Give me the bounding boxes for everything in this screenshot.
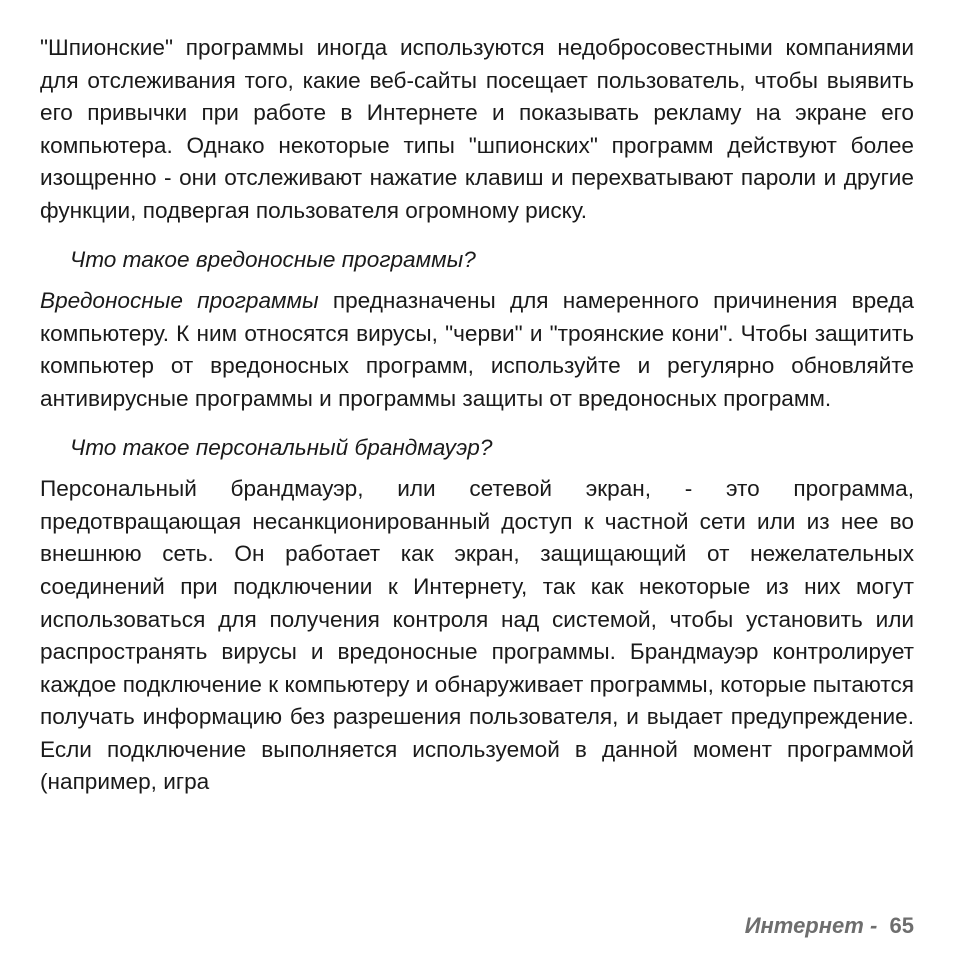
heading-question-firewall: Что такое персональный брандмауэр? xyxy=(70,434,493,460)
footer-section-title: Интернет - xyxy=(744,913,878,938)
malware-definition: предназначены для намеренного причинения вреда компьютеру. К ним относятся вирусы, "черви" и "троянские кони". Чтобы защитить компьютер от вредоносных программ, используйте и регулярно обновляйте антивирусные программы и программы защиты от вредоносных программ. xyxy=(40,288,914,411)
footer-page-number: 65 xyxy=(889,913,914,938)
paragraph-malware xyxy=(40,285,914,415)
heading-question-malware: Что такое вредоносные программы? xyxy=(70,246,476,272)
malware-term: Вредоносные программы xyxy=(40,288,319,314)
paragraph-spyware: "Шпионские" программы иногда используются недобросовестными компаниями для отслеживания того, какие веб-сайты посещает пользователь, чтобы выявить его привычки при работе в Интернете и показывать рекламу на экране его компьютера. Однако некоторые типы "шпионских" программ действуют более изощренно - они отслеживают нажатие клавиш и перехватывают пароли и другие функции, подвергая пользователя огромному риску. xyxy=(40,35,914,223)
paragraph-firewall: Персональный брандмауэр, или сетевой экран, - это программа, предотвращающая несанкционированный доступ к частной сети или из нее во внешнюю сеть. Он работает как экран, защищающий от нежелательных соединений при подключении к Интернету, так как некоторые из них могут использоваться для получения контроля над системой, чтобы установить или распространять вирусы и вредоносные программы. Брандмауэр контролирует каждое подключение к компьютеру и обнаруживает программы, которые пытаются получать информацию без разрешения пользователя, и выдает предупреждение. Если подключение выполняется используемой в данной момент программой (например, игра xyxy=(40,476,914,795)
page-body xyxy=(40,32,914,799)
page-footer xyxy=(745,912,914,940)
